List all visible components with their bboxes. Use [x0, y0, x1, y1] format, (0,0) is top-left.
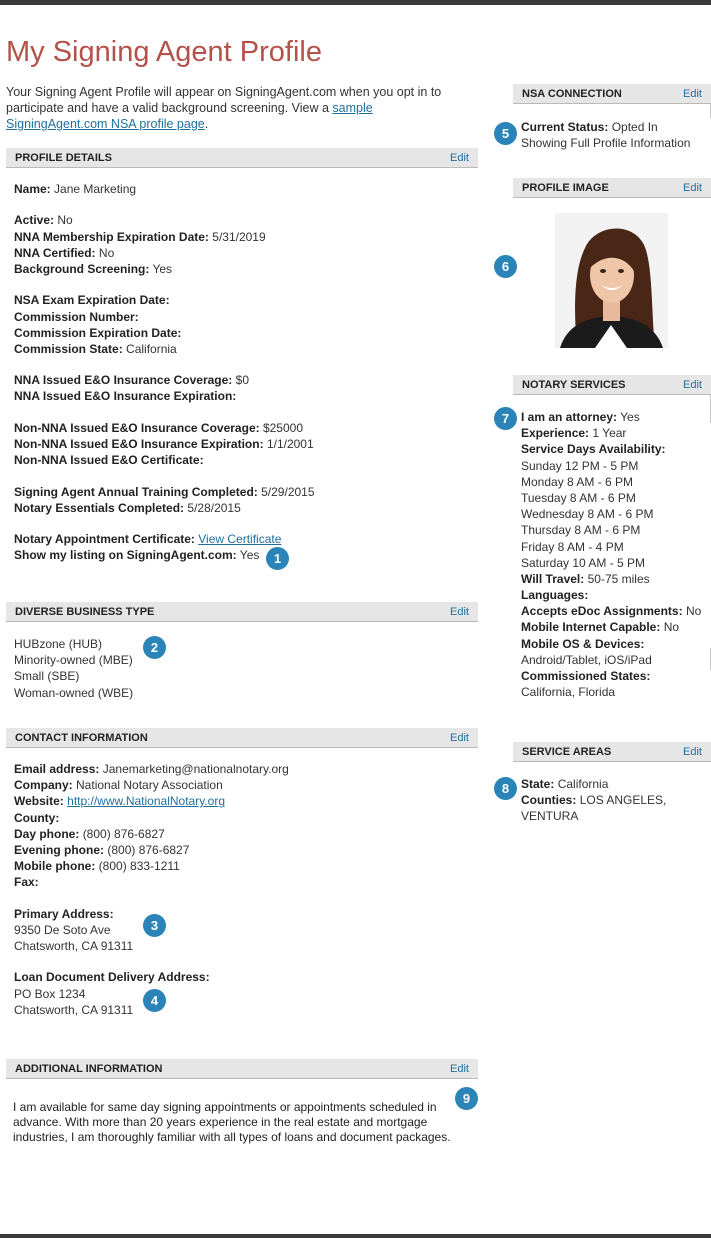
- nna-exp-label: NNA Membership Expiration Date:: [14, 229, 209, 244]
- list-item: Monday 8 AM - 6 PM: [521, 474, 634, 489]
- website-link[interactable]: http://www.NationalNotary.org: [67, 794, 225, 809]
- profile-details-header: [6, 148, 478, 168]
- contact-info-header: [6, 728, 478, 748]
- service-areas-header: [513, 742, 711, 762]
- additional-info-text: I am available for same day signing appointments or appointments scheduled in advance. With more than 20 years experience in the real estate and mortgage industries, I am thoroughly familiar with all types of loans and document packages.: [13, 1100, 451, 1144]
- contact-info-body: [14, 761, 289, 1018]
- essentials-value: 5/28/2015: [187, 500, 241, 515]
- service-areas-body: [521, 776, 666, 825]
- loan-address-line2: Chatsworth, CA 91311: [14, 1002, 134, 1017]
- edoc-value: No: [685, 604, 702, 619]
- diverse-business-header: [6, 602, 478, 622]
- primary-address-line1: 9350 De Soto Ave: [14, 922, 111, 937]
- bg-value: Yes: [152, 261, 173, 276]
- additional-info-title: ADDITIONAL INFORMATION: [15, 1063, 163, 1075]
- diverse-business-title: DIVERSE BUSINESS TYPE: [15, 606, 155, 618]
- view-certificate-link[interactable]: View Certificate: [198, 532, 282, 547]
- non-eo-exp-label: Non-NNA Issued E&O Insurance Expiration:: [14, 437, 264, 451]
- internet-label: Mobile Internet Capable:: [521, 620, 661, 635]
- nsa-connection-header: [513, 84, 711, 104]
- list-item: Sunday 12 PM - 5 PM: [521, 458, 639, 473]
- evening-phone-label: Evening phone:: [14, 842, 104, 857]
- primary-address-label: Primary Address:: [14, 906, 114, 921]
- callout-badge-9: 9: [455, 1087, 478, 1110]
- list-item: Saturday 10 AM - 5 PM: [521, 555, 646, 570]
- listing-label: Show my listing on SigningAgent.com:: [14, 548, 237, 563]
- status-value: Opted In: [611, 120, 658, 134]
- contact-info-title: CONTACT INFORMATION: [15, 732, 148, 744]
- nna-exp-value: 5/31/2019: [212, 229, 266, 244]
- email-label: Email address:: [14, 762, 100, 776]
- non-eo-cov-label: Non-NNA Issued E&O Insurance Coverage:: [14, 420, 260, 435]
- attorney-label: I am an attorney:: [521, 410, 618, 424]
- edoc-label: Accepts eDoc Assignments:: [521, 604, 683, 619]
- service-areas-edit-link[interactable]: Edit: [683, 746, 702, 758]
- additional-info-edit-link[interactable]: Edit: [450, 1063, 469, 1075]
- travel-label: Will Travel:: [521, 571, 585, 586]
- list-item: Thursday 8 AM - 6 PM: [521, 523, 641, 538]
- os-label: Mobile OS & Devices:: [521, 636, 645, 651]
- callout-badge-5: 5: [494, 122, 517, 145]
- day-phone-label: Day phone:: [14, 826, 80, 841]
- active-value: No: [57, 213, 73, 228]
- showing-text: Showing Full Profile Information: [521, 136, 691, 151]
- list-item: Small (SBE): [14, 669, 80, 684]
- state-label: State:: [521, 777, 555, 791]
- notary-services-edit-link[interactable]: Edit: [683, 379, 702, 391]
- website-label: Website:: [14, 794, 64, 809]
- callout-badge-8: 8: [494, 777, 517, 800]
- profile-photo-illustration: [555, 213, 668, 348]
- list-item: Tuesday 8 AM - 6 PM: [521, 490, 636, 505]
- list-item: HUBzone (HUB): [14, 637, 103, 651]
- notary-services-body: [521, 409, 701, 700]
- os-value: Android/Tablet, iOS/iPad: [521, 652, 652, 667]
- counties-label: Counties:: [521, 793, 577, 808]
- intro-copy: Your Signing Agent Profile will appear on SigningAgent.com when you opt in to participate and have a valid background screening. View a: [6, 85, 442, 115]
- day-phone-value: (800) 876-6827: [82, 826, 165, 841]
- nsa-connection-body: [521, 119, 690, 151]
- additional-info-header: [6, 1059, 478, 1079]
- company-value: National Notary Association: [76, 778, 223, 793]
- name-label: Name:: [14, 182, 51, 196]
- loan-address-line1: PO Box 1234: [14, 986, 86, 1001]
- profile-details-edit-link[interactable]: Edit: [450, 152, 469, 164]
- sample-profile-link[interactable]: sample SigningAgent.com NSA profile page: [6, 101, 373, 131]
- list-item: Friday 8 AM - 4 PM: [521, 539, 624, 554]
- callout-badge-4: 4: [143, 989, 166, 1012]
- mobile-phone-label: Mobile phone:: [14, 859, 96, 874]
- list-item: Woman-owned (WBE): [14, 685, 134, 700]
- list-item: Minority-owned (MBE): [14, 653, 133, 668]
- comm-state-label: Commission State:: [14, 341, 123, 356]
- availability-label: Service Days Availability:: [521, 442, 666, 457]
- attorney-value: Yes: [620, 410, 640, 424]
- appt-label: Notary Appointment Certificate:: [14, 532, 195, 547]
- comm-state-value: California: [126, 341, 177, 356]
- counties-value-2: VENTURA: [521, 809, 579, 824]
- nna-eo-cov-label: NNA Issued E&O Insurance Coverage:: [14, 373, 233, 388]
- callout-badge-7: 7: [494, 407, 517, 430]
- comm-num-label: Commission Number:: [14, 309, 139, 324]
- diverse-business-edit-link[interactable]: Edit: [450, 606, 469, 618]
- fax-label: Fax:: [14, 875, 39, 890]
- callout-badge-6: 6: [494, 255, 517, 278]
- states-value: California, Florida: [521, 685, 616, 700]
- intro-text: [6, 84, 476, 132]
- nna-cert-value: No: [98, 245, 115, 260]
- bottom-bar: [0, 1234, 711, 1238]
- profile-details-title: PROFILE DETAILS: [15, 152, 112, 164]
- essentials-label: Notary Essentials Completed:: [14, 500, 185, 515]
- nsa-exam-label: NSA Exam Expiration Date:: [14, 293, 170, 308]
- experience-value: 1 Year: [592, 426, 627, 441]
- service-areas-title: SERVICE AREAS: [522, 746, 612, 758]
- non-eo-exp-value: 1/1/2001: [266, 437, 314, 451]
- profile-image-title: PROFILE IMAGE: [522, 182, 609, 194]
- mobile-phone-value: (800) 833-1211: [98, 859, 180, 874]
- internet-value: No: [663, 620, 680, 635]
- notary-services-header: [513, 375, 711, 395]
- profile-image-header: [513, 178, 711, 198]
- page-title: My Signing Agent Profile: [6, 36, 322, 68]
- company-label: Company:: [14, 778, 73, 793]
- callout-badge-3: 3: [143, 914, 166, 937]
- list-item: Wednesday 8 AM - 6 PM: [521, 507, 654, 522]
- nna-cert-label: NNA Certified:: [14, 245, 96, 260]
- callout-badge-1: 1: [266, 547, 289, 570]
- top-bar: [0, 0, 711, 5]
- evening-phone-value: (800) 876-6827: [107, 842, 190, 857]
- diverse-business-list: [14, 636, 133, 701]
- contact-info-edit-link[interactable]: Edit: [450, 732, 469, 744]
- intro-end: .: [204, 117, 209, 131]
- listing-value: Yes: [239, 548, 260, 563]
- training-label: Signing Agent Annual Training Completed:: [14, 484, 258, 499]
- bg-label: Background Screening:: [14, 261, 150, 276]
- languages-label: Languages:: [521, 588, 589, 603]
- profile-image-edit-link[interactable]: Edit: [683, 182, 702, 194]
- counties-value: LOS ANGELES,: [579, 793, 667, 808]
- callout-badge-2: 2: [143, 636, 166, 659]
- nsa-connection-title: NSA CONNECTION: [522, 88, 622, 100]
- profile-photo: [555, 213, 668, 348]
- experience-label: Experience:: [521, 426, 590, 441]
- travel-value: 50-75 miles: [587, 571, 650, 586]
- active-label: Active:: [14, 213, 55, 228]
- loan-address-label: Loan Document Delivery Address:: [14, 970, 210, 985]
- states-label: Commissioned States:: [521, 669, 651, 683]
- name-value: Jane Marketing: [54, 182, 137, 196]
- primary-address-line2: Chatsworth, CA 91311: [14, 939, 134, 954]
- county-label: County:: [14, 810, 60, 825]
- nna-eo-cov-value: $0: [235, 373, 249, 388]
- email-value: Janemarketing@nationalnotary.org: [102, 762, 289, 776]
- nna-eo-exp-label: NNA Issued E&O Insurance Expiration:: [14, 389, 237, 404]
- comm-exp-label: Commission Expiration Date:: [14, 325, 182, 340]
- non-eo-cert-label: Non-NNA Issued E&O Certificate:: [14, 453, 204, 468]
- training-value: 5/29/2015: [261, 484, 315, 499]
- profile-details-body: [14, 181, 315, 564]
- state-value: California: [557, 777, 609, 791]
- nsa-connection-edit-link[interactable]: Edit: [683, 88, 702, 100]
- notary-services-title: NOTARY SERVICES: [522, 379, 626, 391]
- status-label: Current Status:: [521, 120, 609, 134]
- non-eo-cov-value: $25000: [262, 420, 303, 435]
